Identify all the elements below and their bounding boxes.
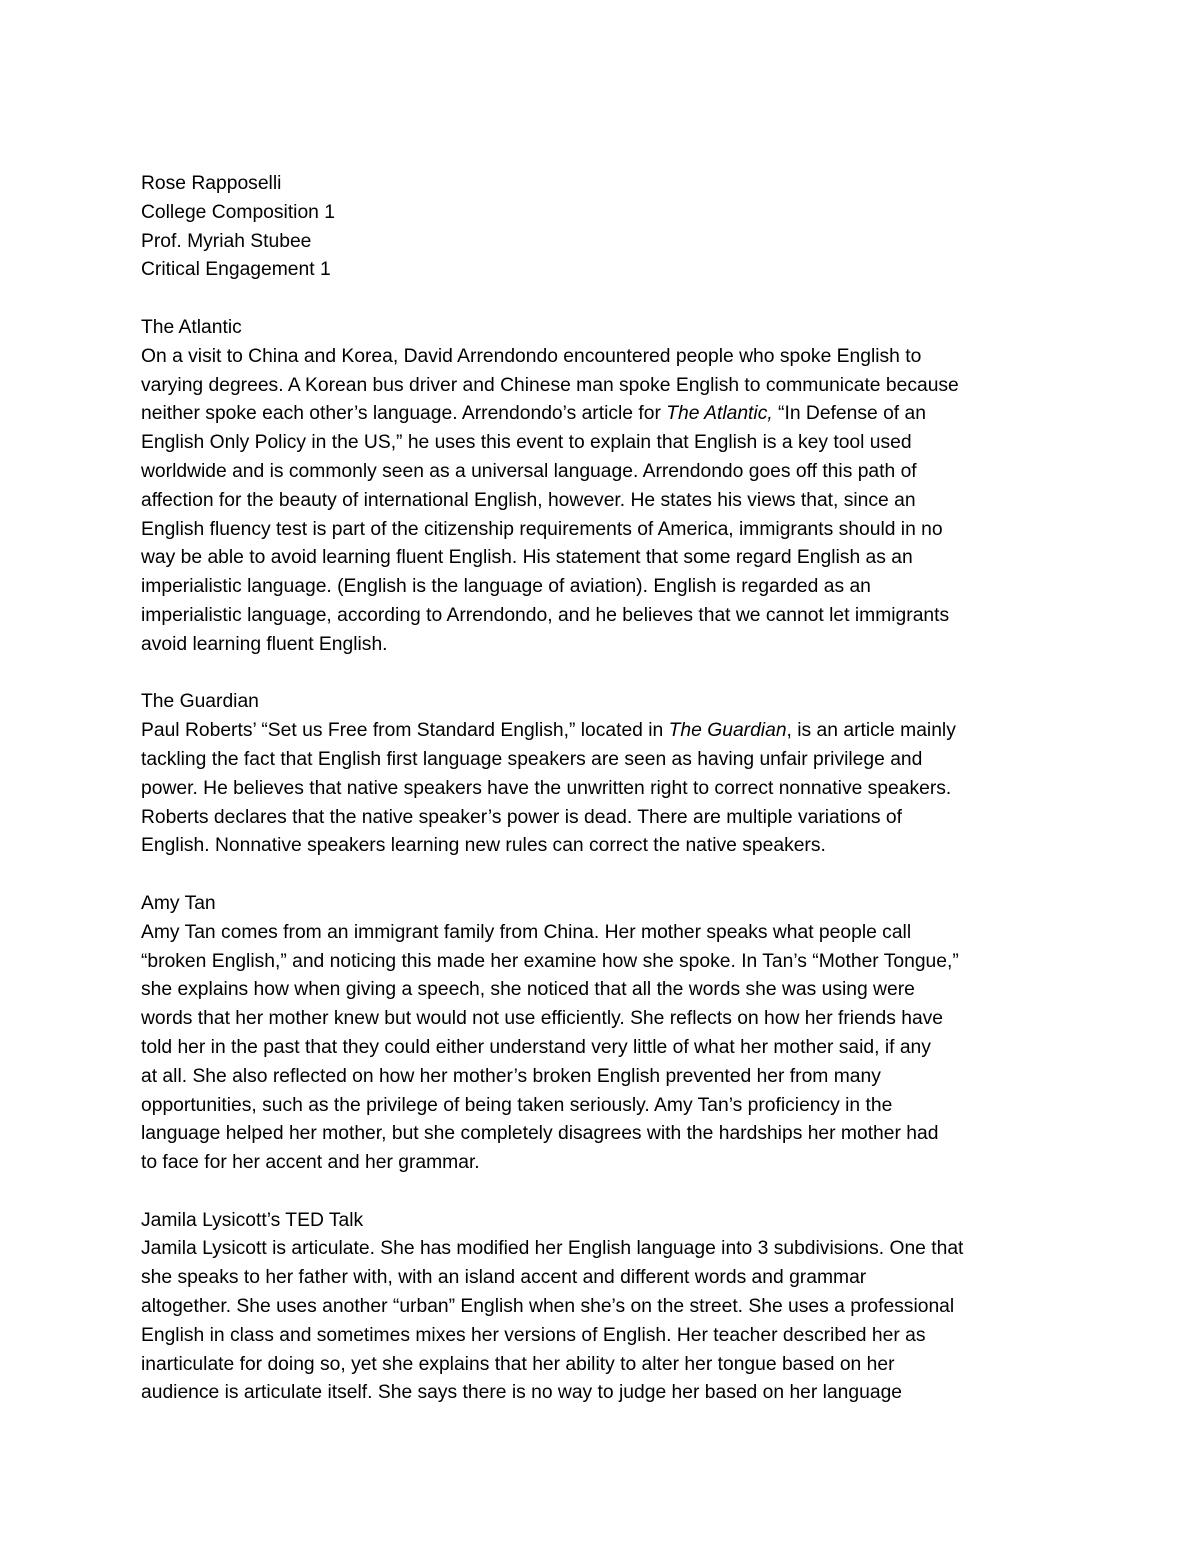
body-line: English fluency test is part of the citizenship requirements of America, immigrants should in no	[141, 518, 943, 540]
body-line: avoid learning fluent English.	[141, 633, 388, 655]
section-guardian	[141, 688, 1061, 861]
paragraph-gap	[141, 1178, 1061, 1207]
body-line: inarticulate for doing so, yet she explains that her ability to alter her tongue based on her	[141, 1353, 895, 1375]
body-line: to face for her accent and her grammar.	[141, 1152, 480, 1174]
section-atlantic	[141, 314, 1061, 660]
section-heading: Amy Tan	[141, 892, 216, 914]
section-amy-tan	[141, 890, 1061, 1178]
body-line: imperialistic language, according to Arrendondo, and he believes that we cannot let immigrants	[141, 604, 950, 626]
paragraph-gap	[141, 660, 1061, 689]
body-text: , is an article mainly	[786, 720, 956, 742]
body-line: Amy Tan comes from an immigrant family from China. Her mother speaks what people call	[141, 921, 912, 943]
body-line: imperialistic language. (English is the language of aviation). English is regarded as an	[141, 576, 871, 598]
body-line: opportunities, such as the privilege of being taken seriously. Amy Tan’s proficiency in the	[141, 1094, 893, 1116]
professor-name: Prof. Myriah Stubee	[141, 230, 312, 252]
paragraph-gap	[141, 861, 1061, 890]
body-line: English in class and sometimes mixes her versions of English. Her teacher described her as	[141, 1324, 926, 1346]
section-heading: Jamila Lysicott’s TED Talk	[141, 1209, 364, 1231]
publication-title: The Guardian	[668, 720, 787, 742]
body-line: affection for the beauty of international English, however. He states his views that, since an	[141, 489, 916, 511]
body-line: English Only Policy in the US,” he uses this event to explain that English is a key tool used	[141, 432, 912, 454]
body-line: told her in the past that they could either understand very little of what her mother said, if any	[141, 1036, 931, 1058]
body-text: “In Defense of an	[772, 403, 926, 425]
body-text: neither spoke each other’s language. Arrendondo’s article for	[141, 403, 667, 425]
body-line: she explains how when giving a speech, she noticed that all the words she was using were	[141, 979, 915, 1001]
body-text: Paul Roberts’ “Set us Free from Standard English,” located in	[141, 720, 669, 742]
section-jamila-lysicott	[141, 1207, 1061, 1409]
body-line: at all. She also reflected on how her mother’s broken English prevented her from many	[141, 1065, 881, 1087]
body-line-mixed	[141, 400, 1061, 429]
author-name: Rose Rapposelli	[141, 173, 282, 194]
section-heading: The Guardian	[141, 691, 259, 713]
body-line: “broken English,” and noticing this made her examine how she spoke. In Tan’s “Mother Tongue,”	[141, 950, 959, 972]
body-line: altogether. She uses another “urban” English when she’s on the street. She uses a professional	[141, 1296, 955, 1318]
body-line: power. He believes that native speakers have the unwritten right to correct nonnative speakers.	[141, 777, 952, 799]
body-line: varying degrees. A Korean bus driver and Chinese man spoke English to communicate because	[141, 374, 959, 396]
body-line: she speaks to her father with, with an island accent and different words and grammar	[141, 1267, 867, 1289]
body-line: Jamila Lysicott is articulate. She has modified her English language into 3 subdivisions. One that	[141, 1238, 964, 1260]
section-heading: The Atlantic	[141, 316, 242, 338]
body-line: On a visit to China and Korea, David Arrendondo encountered people who spoke English to	[141, 345, 922, 367]
document-page	[141, 170, 1061, 1408]
body-line-mixed	[141, 717, 1061, 746]
body-line: way be able to avoid learning fluent English. His statement that some regard English as an	[141, 547, 913, 569]
body-line: Roberts declares that the native speaker’s power is dead. There are multiple variations of	[141, 806, 902, 828]
body-line: English. Nonnative speakers learning new rules can correct the native speakers.	[141, 835, 826, 857]
body-line: worldwide and is commonly seen as a universal language. Arrendondo goes off this path of	[141, 460, 917, 482]
course-name: College Composition 1	[141, 201, 335, 223]
paragraph-gap	[141, 285, 1061, 314]
assignment-title: Critical Engagement 1	[141, 259, 331, 281]
publication-title: The Atlantic,	[666, 403, 773, 425]
body-line: language helped her mother, but she completely disagrees with the hardships her mother had	[141, 1123, 939, 1145]
body-line: words that her mother knew but would not use efficiently. She reflects on how her friends have	[141, 1008, 944, 1030]
header-block	[141, 170, 1061, 285]
body-line: tackling the fact that English first language speakers are seen as having unfair privilege and	[141, 748, 923, 770]
body-line: audience is articulate itself. She says there is no way to judge her based on her language	[141, 1382, 903, 1404]
